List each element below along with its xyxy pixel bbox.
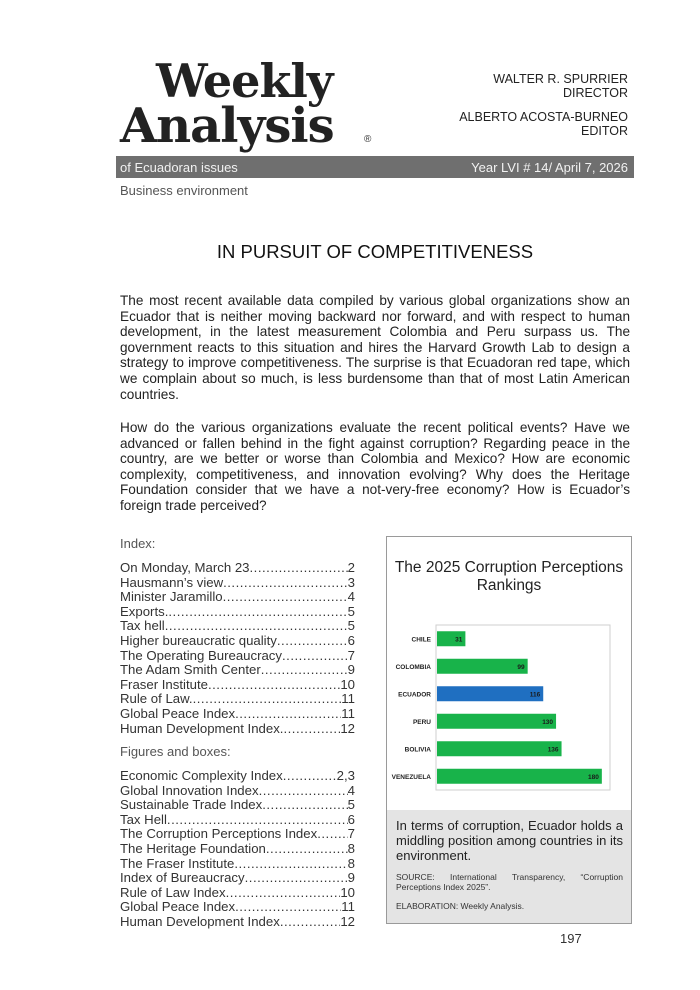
index-entry (120, 605, 355, 620)
entry-page: 10 (340, 676, 355, 692)
figure-entry (120, 900, 355, 915)
figure-caption (387, 810, 631, 923)
dot-leader (223, 590, 348, 605)
category-label: VENEZUELA (391, 773, 431, 781)
entry-page: 3 (347, 574, 355, 590)
figures-list (120, 769, 355, 930)
index-list (120, 561, 355, 736)
entry-title: Fraser Institute (120, 676, 208, 692)
category-label: BOLIVIA (404, 746, 431, 754)
entry-title: On Monday, March 23 (120, 560, 250, 575)
entry-title: Hausmann’s view (120, 574, 224, 590)
category-label: PERU (412, 718, 431, 726)
dot-leader (193, 692, 342, 707)
dot-leader (245, 871, 348, 886)
dot-leader (223, 576, 348, 591)
dot-leader (277, 634, 348, 649)
figure-entry (120, 784, 355, 799)
editor-name: ALBERTO ACOSTA-BURNEO (459, 110, 628, 124)
value-label: 180 (587, 773, 599, 781)
figure-entry (120, 857, 355, 872)
issue-bar (116, 156, 634, 178)
entry-page: 9 (347, 870, 355, 886)
entry-title: Tax hell (120, 618, 165, 634)
entry-title: Sustainable Trade Index (120, 797, 263, 813)
dot-leader (266, 842, 348, 857)
entry-title: The Operating Bureaucracy (120, 647, 282, 663)
entry-title: Tax Hell (120, 811, 167, 827)
value-label: 136 (547, 746, 559, 754)
issue-date: Year LVI # 14/ April 7, 2026 (471, 159, 628, 175)
figures-heading: Figures and boxes: (120, 744, 231, 759)
index-entry (120, 634, 355, 649)
index-entry (120, 590, 355, 605)
index-entry (120, 678, 355, 693)
dot-leader (226, 886, 341, 901)
entry-title: The Fraser Institute (120, 855, 235, 871)
dot-leader (283, 769, 337, 784)
figure-entry (120, 798, 355, 813)
section-label: Business environment (120, 183, 248, 198)
entry-page: 12 (340, 720, 355, 736)
entry-title: Higher bureaucratic quality (120, 632, 277, 648)
dot-leader (261, 663, 348, 678)
dot-leader (262, 798, 347, 813)
index-entry (120, 707, 355, 722)
value-label: 116 (529, 691, 541, 699)
entry-title: Global Peace Index (120, 899, 236, 915)
figure-entry (120, 886, 355, 901)
index-heading: Index: (120, 536, 156, 551)
entry-page: 2 (347, 560, 355, 575)
figure-entry (120, 827, 355, 842)
figures-index (120, 744, 355, 930)
bar-bolivia (437, 741, 562, 756)
chart-title: The 2025 Corruption Perceptions Rankings (394, 559, 624, 594)
value-label: 130 (542, 718, 554, 726)
figure-entry (120, 915, 355, 930)
entry-title: Global Peace Index (120, 705, 236, 721)
corruption-bar-chart (387, 621, 631, 811)
category-label: CHILE (411, 636, 431, 644)
dot-leader (208, 678, 340, 693)
entry-page: 8 (347, 840, 355, 856)
entry-title: Rule of Law. (120, 691, 193, 707)
logo-word-analysis: Analysis (120, 98, 334, 154)
registered-mark: ® (364, 134, 372, 145)
bar-colombia (437, 659, 528, 674)
entry-page: 6 (347, 632, 355, 648)
entry-title: Global Innovation Index (120, 782, 259, 798)
staff-credits (459, 72, 628, 138)
publication-subtitle: of Ecuadoran issues (120, 159, 238, 175)
director-title: DIRECTOR (562, 86, 628, 100)
dot-leader (283, 722, 340, 737)
index-entry (120, 692, 355, 707)
value-label: 31 (455, 636, 463, 644)
article-headline: IN PURSUIT OF COMPETITIVENESS (216, 241, 534, 262)
dot-leader (235, 900, 341, 915)
entry-page: 8 (347, 855, 355, 871)
corruption-figure-box (386, 536, 632, 924)
entry-title: Human Development Index (120, 913, 280, 929)
index-entry (120, 722, 355, 737)
logo-word-weekly: Weekly (156, 54, 333, 108)
entry-title: Rule of Law Index (120, 884, 226, 900)
questions-paragraph: How do the various organizations evaluate the recent political events? Have we advanced or fallen behind in the fight against corruption? Regarding peace in the country, are we better or worse than Colombia and Mexico? How are economic complexity, competitiveness, and innovation evolving? Why does the Heritage Foundation consider that we have a not-very-free economy? How is Ecuador’s foreign trade perceived? (120, 420, 630, 513)
bar-ecuador (437, 686, 543, 701)
entry-page: 7 (347, 647, 355, 663)
entry-page: 5 (347, 618, 355, 634)
caption-elaboration: ELABORATION: Weekly Analysis. (396, 901, 525, 911)
figure-entry (120, 842, 355, 857)
entry-title: Minister Jaramillo (120, 589, 223, 605)
editor-title: EDITOR (581, 124, 628, 138)
entry-page: 9 (347, 662, 355, 678)
figure-entry (120, 871, 355, 886)
dot-leader (234, 857, 347, 872)
entry-title: The Corruption Perceptions Index (120, 826, 318, 842)
index-entry (120, 576, 355, 591)
entry-page: 7 (347, 826, 355, 842)
category-label: ECUADOR (398, 691, 431, 699)
entry-page: 10 (340, 884, 355, 900)
entry-title: Index of Bureaucracy (120, 870, 245, 886)
dot-leader (317, 827, 347, 842)
entry-page: 6 (347, 811, 355, 827)
weekly-analysis-logo (120, 54, 372, 154)
entry-title: Human Development Index. (120, 720, 284, 736)
contents-index (120, 536, 355, 736)
index-entry (120, 561, 355, 576)
page-number: 197 (560, 931, 582, 946)
value-label: 99 (517, 663, 525, 671)
index-entry (120, 649, 355, 664)
entry-title: The Adam Smith Center (120, 662, 261, 678)
dot-leader (250, 561, 348, 576)
dot-leader (280, 915, 341, 930)
entry-page: 11 (341, 899, 355, 915)
caption-source: SOURCE: International Transparency, “Corruption Perceptions Index 2025”. (396, 872, 623, 892)
entry-page: 5 (347, 603, 355, 619)
dot-leader (282, 649, 348, 664)
entry-page: 4 (347, 589, 355, 605)
bar-peru (437, 714, 556, 729)
figure-entry (120, 813, 355, 828)
entry-title: The Heritage Foundation (120, 840, 266, 856)
entry-page: 2,3 (336, 768, 355, 783)
plot-area (436, 625, 610, 790)
entry-page: 11 (341, 691, 355, 707)
director-name: WALTER R. SPURRIER (493, 72, 628, 86)
intro-paragraph: The most recent available data compiled by various global organizations show an Ecuador that is neither moving backward nor forward, and with respect to human development, in the latest measurement Colombia and Peru surpass us. The government reacts to this situation and hires the Harvard Growth Lab to design a strategy to improve competitiveness. The surprise is that Ecuadoran red tape, which we complain about so much, is less burdensome than that of most Latin American countries. (120, 293, 630, 402)
entry-page: 12 (340, 913, 355, 929)
figure-entry (120, 769, 355, 784)
index-entry (120, 663, 355, 678)
dot-leader (165, 619, 348, 634)
entry-page: 4 (347, 782, 355, 798)
dot-leader (167, 813, 348, 828)
entry-page: 11 (341, 705, 355, 721)
entry-title: Exports. (120, 603, 169, 619)
dot-leader (168, 605, 347, 620)
entry-page: 5 (347, 797, 355, 813)
category-label: COLOMBIA (395, 663, 431, 671)
index-entry (120, 619, 355, 634)
dot-leader (235, 707, 341, 722)
caption-text: In terms of corruption, Ecuador holds a middling position among countries in its environment. (396, 818, 623, 863)
dot-leader (259, 784, 348, 799)
bar-venezuela (437, 769, 602, 784)
entry-title: Economic Complexity Index (120, 768, 283, 783)
